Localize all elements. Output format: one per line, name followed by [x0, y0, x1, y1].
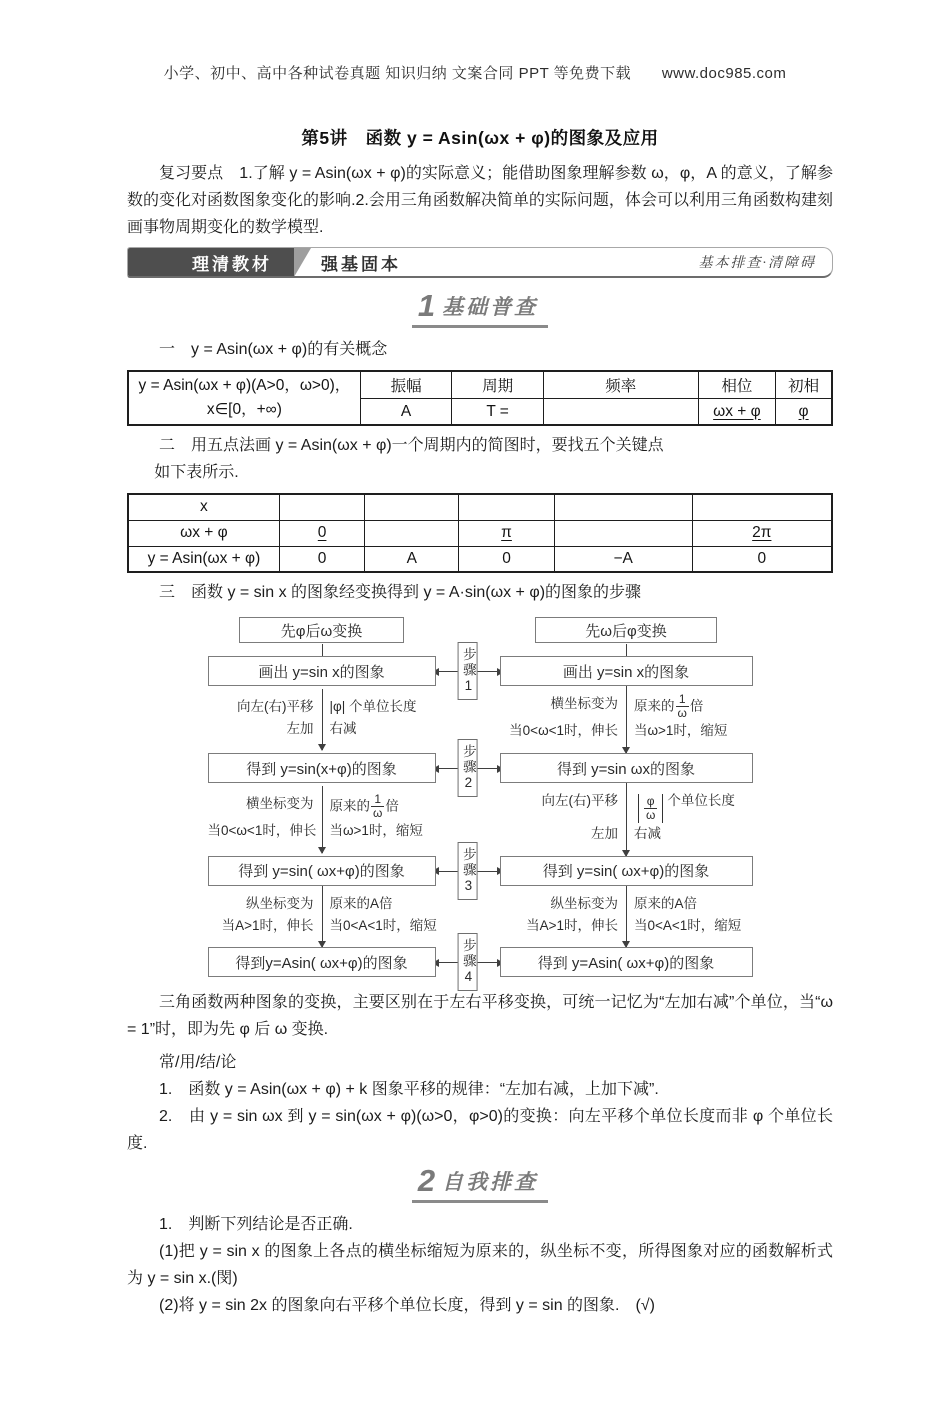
annotation-shift-phi: 向左(右)平移 |φ| 个单位长度 左加 右减 [208, 689, 436, 750]
concept-heading: 一 y = Asin(ωx + φ)的有关概念 [159, 341, 388, 358]
connector-line [322, 644, 323, 656]
table-cell: 0 [279, 520, 365, 546]
table-cell [554, 520, 692, 546]
table-row [128, 494, 832, 520]
site-header-text: 小学、初中、高中各种试卷真题 知识归纳 文案合同 PPT 等免费下载 [163, 65, 632, 82]
quiz-question-1-2: (2)将 y = sin 2x 的图象向右平移个单位长度，得到 y = sin 的图象. (√) [159, 1297, 655, 1315]
table-cell [365, 520, 459, 546]
annotation-shift-phi-over-omega: 向左(右)平移 $\frac{\varphi}{\omega}$ 个单位长度 左加 右减 [500, 783, 753, 856]
diagram-annotation-row-2 [208, 783, 753, 856]
left-box-1: 画出 y=sin x的图象 [208, 656, 436, 686]
diagram-connector-row [208, 644, 753, 656]
section-header-1 [127, 288, 833, 328]
down-arrow-icon [626, 886, 627, 947]
quiz-question-1-1: (1)把 y = sin x 的图象上各点的横坐标缩短为原来的，纵坐标不变，所得图象对应的函数解析式为 y = sin x.(閔) [127, 1243, 833, 1288]
down-arrow-icon [322, 786, 323, 853]
conclusion-label: 常/用/结/论 [159, 1054, 237, 1072]
concept-function-cell: y = Asin(ωx + φ)(A>0，ω>0)， x∈[0，+∞) [128, 371, 360, 425]
diagram-box-row-3 [208, 846, 753, 895]
banner-right-label: 基本排查·清障碍 [698, 256, 816, 271]
site-header [0, 62, 950, 83]
down-arrow-icon [626, 783, 627, 856]
annotation-vertical-scale: 纵坐标变为 原来的A倍 当A>1时，伸长 当0<A<1时，缩短 [500, 886, 753, 947]
right-method-header: 先ω后φ变换 [535, 617, 717, 643]
document-content [127, 125, 833, 1319]
diagram-box-row-4 [208, 938, 753, 987]
table-cell: π [459, 520, 555, 546]
header-amplitude: 振幅 [360, 371, 452, 399]
diagram-annotation-row-3 [208, 886, 753, 947]
abs-phi-over-omega: $\frac{\varphi}{\omega}$ [638, 794, 663, 823]
header-frequency: 频率 [543, 371, 698, 399]
section-2-number: 2 [417, 1163, 436, 1199]
row-omega-x-phi-label: ωx + φ [128, 520, 279, 546]
table-cell: 2π [692, 520, 832, 546]
diagram-box-row-1 [208, 647, 753, 696]
down-arrow-icon [626, 686, 627, 753]
five-points-heading-2: 如下表所示. [154, 464, 239, 482]
left-box-3: 得到 y=sin( ωx+φ)的图象 [208, 856, 436, 886]
left-box-2: 得到 y=sin(x+φ)的图象 [208, 753, 436, 783]
value-frequency [543, 399, 698, 425]
down-arrow-icon [322, 886, 323, 947]
section-header-2 [127, 1163, 833, 1203]
annotation-horizontal-scale: 横坐标变为 原来的 $\frac{1}{\omega}$ 倍 当0<ω<1时，伸长 当ω>1时，缩短 [500, 686, 753, 753]
table-row [128, 546, 832, 572]
site-url[interactable]: www.doc985.com [661, 65, 787, 82]
table-cell [554, 494, 692, 520]
diagram-header-row [208, 616, 753, 644]
transform-flow-diagram [207, 616, 753, 987]
diagram-annotation-row-1 [208, 686, 753, 753]
section-1-number: 1 [417, 288, 436, 323]
banner-left-label: 理清教材 [128, 248, 294, 276]
five-points-heading: 二 用五点法画 y = Asin(ωx + φ)一个周期内的简图时，要找五个关键点 [159, 437, 664, 455]
row-x-label: x [128, 494, 279, 520]
header-initial-phase: 初相 [776, 371, 832, 399]
value-amplitude: A [360, 399, 452, 425]
note-paragraph: 三角函数两种图象的变换，主要区别在于左右平移变换，可统一记忆为“左加右减”个单位，当“ω = 1”时，即为先 φ 后 ω 变换. [127, 994, 833, 1039]
left-method-header: 先φ后ω变换 [239, 617, 403, 643]
annotation-vertical-scale: 纵坐标变为 原来的A倍 当A>1时，伸长 当0<A<1时，缩短 [208, 886, 436, 947]
lesson-title: 第5讲 函数 y = Asin(ωx + φ)的图象及应用 [301, 128, 659, 148]
fraction-1-over-omega: $\frac{1}{\omega}$ [373, 792, 383, 821]
step-4-box: 步骤4 [457, 933, 478, 991]
value-period: T = [452, 399, 544, 425]
right-box-3: 得到 y=sin( ωx+φ)的图象 [500, 856, 753, 886]
annotation-horizontal-scale: 横坐标变为 原来的 $\frac{1}{\omega}$ 倍 当0<ω<1时，伸长 当ω>1时，缩短 [208, 786, 436, 853]
section-banner [127, 247, 833, 278]
table-cell: A [365, 546, 459, 572]
header-phase: 相位 [698, 371, 775, 399]
fraction-1-over-omega: $\frac{1}{\omega}$ [677, 692, 687, 721]
quiz-question-1: 1. 判断下列结论是否正确. [159, 1216, 353, 1234]
down-arrowhead-icon [318, 847, 326, 854]
left-box-4: 得到y=Asin( ωx+φ)的图象 [208, 947, 436, 977]
right-box-2: 得到 y=sin ωx的图象 [500, 753, 753, 783]
banner-mid-label: 强基固本 [321, 254, 401, 274]
row-y-label: y = Asin(ωx + φ) [128, 546, 279, 572]
table-row [128, 371, 832, 399]
step-2-box: 步骤2 [457, 739, 478, 797]
table-cell: 0 [459, 546, 555, 572]
right-box-1: 画出 y=sin x的图象 [500, 656, 753, 686]
diagram-box-row-2 [208, 744, 753, 792]
table-cell: 0 [692, 546, 832, 572]
review-points-paragraph: 复习要点 1.了解 y = Asin(ωx + φ)的实际意义；能借助图象理解参数 ω，φ，A 的意义，了解参数的变化对函数图象变化的影响.2.会用三角函数解决简单的实际问题，体会可以利用三角函数构建刻画事物周期变化的数学模型. [127, 165, 833, 236]
value-initial-phase: φ [776, 399, 832, 425]
value-phase: ωx + φ [698, 399, 775, 425]
five-points-table [127, 493, 833, 573]
connector-line [626, 644, 627, 656]
table-cell [459, 494, 555, 520]
section-1-label: 基础普查 [442, 296, 539, 319]
table-row [128, 520, 832, 546]
step-1-box: 步骤1 [457, 642, 478, 700]
transform-heading: 三 函数 y = sin x 的图象经变换得到 y = A·sin(ωx + φ)的图象的步骤 [159, 584, 642, 602]
table-cell [692, 494, 832, 520]
document-page [0, 62, 950, 1406]
table-cell: −A [554, 546, 692, 572]
step-3-box: 步骤3 [457, 842, 478, 900]
banner-notch-icon [294, 248, 311, 277]
header-period: 周期 [452, 371, 544, 399]
conclusion-item-1: 1. 函数 y = Asin(ωx + φ) + k 图象平移的规律：“左加右减，上加下减”. [159, 1081, 659, 1099]
conclusion-item-2: 2. 由 y = sin ωx 到 y = sin(ωx + φ)(ω>0，φ>0)的变换：向左平移个单位长度而非 φ 个单位长度. [127, 1108, 833, 1153]
table-cell [279, 494, 365, 520]
table-cell: 0 [279, 546, 365, 572]
down-arrow-icon [322, 689, 323, 750]
section-2-label: 自我排查 [442, 1171, 539, 1195]
concept-table [127, 370, 833, 426]
down-arrowhead-icon [318, 744, 326, 751]
right-box-4: 得到 y=Asin( ωx+φ)的图象 [500, 947, 753, 977]
table-cell [365, 494, 459, 520]
